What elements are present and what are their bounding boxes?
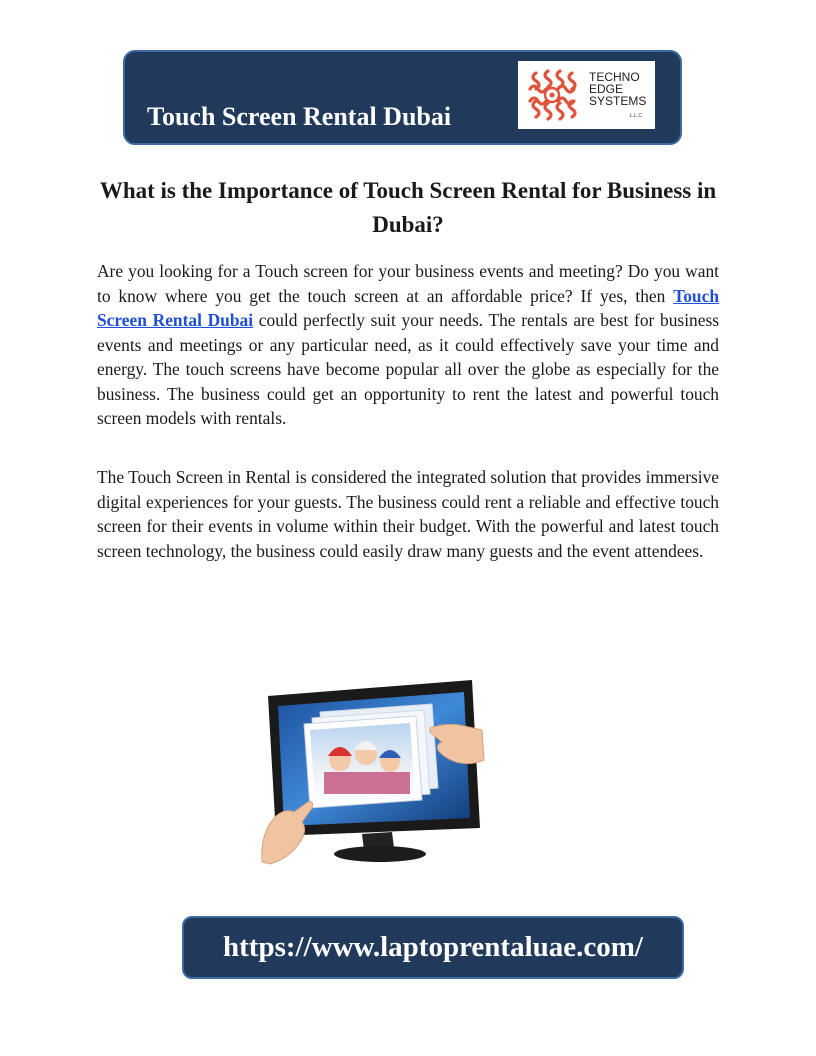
logo-line-systems: SYSTEMS <box>589 94 647 108</box>
techno-edge-logo-icon <box>522 65 582 125</box>
touch-screen-rental-link[interactable]: Touch Screen Rental Dubai <box>97 285 719 330</box>
header-title: Touch Screen Rental Dubai <box>147 102 452 131</box>
logo-line-edge: EDGE <box>589 82 624 96</box>
touch-screen-monitor-icon <box>254 672 494 872</box>
company-logo <box>518 61 655 129</box>
footer-banner <box>182 916 684 979</box>
paragraph-intro-text-after: could perfectly suit your needs. The rentals are best for business events and meetings or any particular need, as it could effectively save your time and energy. The touch screens have become popular all over the globe as especially for the business. The business could get an opportunity to rent the latest and powerful touch screen models with rentals. <box>97 310 719 428</box>
logo-suffix: L.L.C <box>630 113 642 119</box>
paragraph-solution: The Touch Screen in Rental is considered the integrated solution that provides immersive digital experiences for your guests. The business could rent a reliable and effective touch screen for their events in volume within their budget. With the powerful and latest touch screen technology, the business could easily draw many guests and the event attendees. <box>97 467 719 561</box>
website-url-link[interactable]: https://www.laptoprentaluae.com/ <box>223 931 643 963</box>
header-banner <box>123 50 682 145</box>
page-title: What is the Importance of Touch Screen Rental for Business in Dubai? <box>99 178 717 237</box>
paragraph-intro-text-before: Are you looking for a Touch screen for your business events and meeting? Do you want to know where you get the touch screen at an affordable price? If yes, then <box>97 261 719 306</box>
paragraph-intro <box>97 259 719 431</box>
logo-wordmark <box>589 71 646 107</box>
logo-line-techno: TECHNO <box>589 70 640 84</box>
